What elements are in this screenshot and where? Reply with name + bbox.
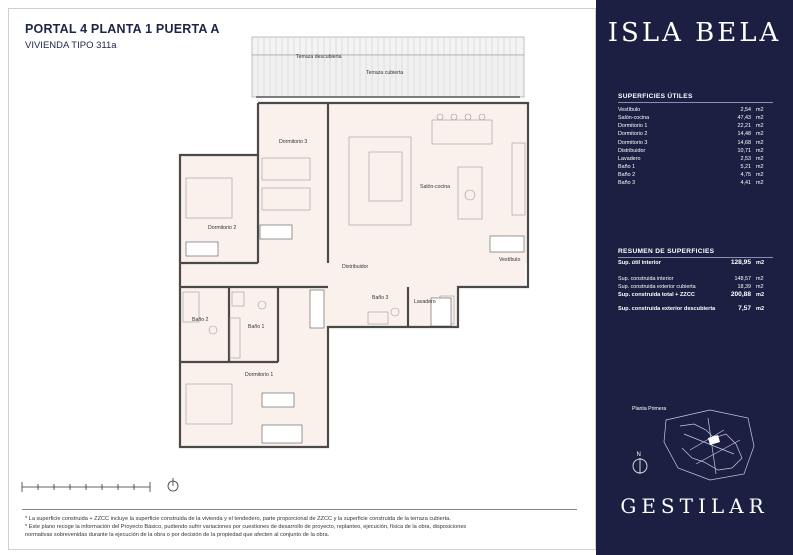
developer-logo: GESTILAR xyxy=(620,494,769,518)
useful-surfaces-title: SUPERFICIES ÚTILES xyxy=(618,93,693,100)
compass-icon xyxy=(168,478,178,491)
terrace-covered xyxy=(252,55,524,97)
room-label-dormitorio-2: Dormitorio 2 xyxy=(208,225,237,231)
summary-title: RESUMEN DE SUPERFICIES xyxy=(618,248,715,255)
north-arrow-icon xyxy=(627,450,653,476)
footer-divider xyxy=(22,509,577,510)
room-label-terrace-covered: Terraza cubierta xyxy=(366,70,404,76)
surface-row: Vestíbulo 2,54 m2 xyxy=(618,107,764,113)
info-panel xyxy=(596,0,793,555)
room-label-dormitorio-1: Dormitorio 1 xyxy=(245,372,274,378)
surface-row: Baño 2 4,75 m2 xyxy=(618,172,764,179)
summary-constructed xyxy=(618,275,768,299)
scale-bar xyxy=(22,482,150,492)
surface-row: Baño 3 4,41 m2 xyxy=(618,180,764,187)
room-label-bano-1: Baño 1 xyxy=(248,324,265,330)
north-letter: N xyxy=(636,452,641,458)
useful-surfaces-table xyxy=(618,106,768,188)
page-title: PORTAL 4 PLANTA 1 PUERTA A xyxy=(25,22,220,36)
room-label-lavadero: Lavadero xyxy=(414,299,436,305)
terrace-uncovered xyxy=(252,37,524,55)
surface-row: Lavadero 2,53 m2 xyxy=(618,155,764,162)
footer-notes xyxy=(25,515,585,540)
summary-row: Sup. construida interior 148,57 m2 xyxy=(618,276,764,282)
room-label-distribuidor: Distribuidor xyxy=(342,264,369,270)
footer-note: normativas sobrevenidas durante la ejecución de la obra o por decisión de la propiedad que afecten al conjunto de la obra. xyxy=(25,532,330,539)
room-label-salon-cocina: Salón-cocina xyxy=(420,184,450,190)
footer-note: * La superficie construida + ZZCC incluye la superficie construida de la vivienda y el tendedero, parte proporcional de ZZCC y la superficie construida de la terraza cubierta. xyxy=(25,516,451,522)
locator-label: Planta Primera xyxy=(632,406,667,412)
page-subtitle: VIVIENDA TIPO 311a xyxy=(25,40,117,51)
summary-util xyxy=(618,259,768,267)
summary-row: Sup. construida exterior cubierta 18,39 m2 xyxy=(618,284,764,291)
useful-surfaces-divider xyxy=(618,102,773,103)
summary-row: Sup. construida exterior descubierta 7,57 m2 xyxy=(618,305,765,312)
surface-row: Distribuidor 10,71 m2 xyxy=(618,147,764,154)
room-label-bano-2: Baño 2 xyxy=(192,317,209,323)
summary-row: Sup. construida total + ZZCC 200,88 m2 xyxy=(618,291,765,299)
room-label-terrace-uncovered: Terraza descubierta xyxy=(296,54,342,60)
surface-row: Dormitorio 3 14,68 m2 xyxy=(618,139,764,146)
brand-logo: ISLA BELA xyxy=(607,18,782,48)
surface-row: Baño 1 5,21 m2 xyxy=(618,164,764,171)
footer-note: * Este plano recoge la información del Proyecto Básico, pudiendo sufrir variaciones por cuestiones de desarrollo de proyecto, replanteo, ejecución, física de la obra, disposiciones xyxy=(25,524,467,531)
summary-row: Sup. útil interior 128,95 m2 xyxy=(618,259,765,266)
summary-terrace xyxy=(618,305,768,313)
room-label-vestibulo: Vestíbulo xyxy=(499,257,521,263)
surface-row: Salón-cocina 47,43 m2 xyxy=(618,115,764,122)
surface-row: Dormitorio 2 14,48 m2 xyxy=(618,131,764,138)
room-label-bano-3: Baño 3 xyxy=(372,295,389,301)
surface-row: Dormitorio 1 22,21 m2 xyxy=(618,123,764,130)
summary-divider xyxy=(618,257,773,258)
room-label-dormitorio-3: Dormitorio 3 xyxy=(279,139,308,145)
